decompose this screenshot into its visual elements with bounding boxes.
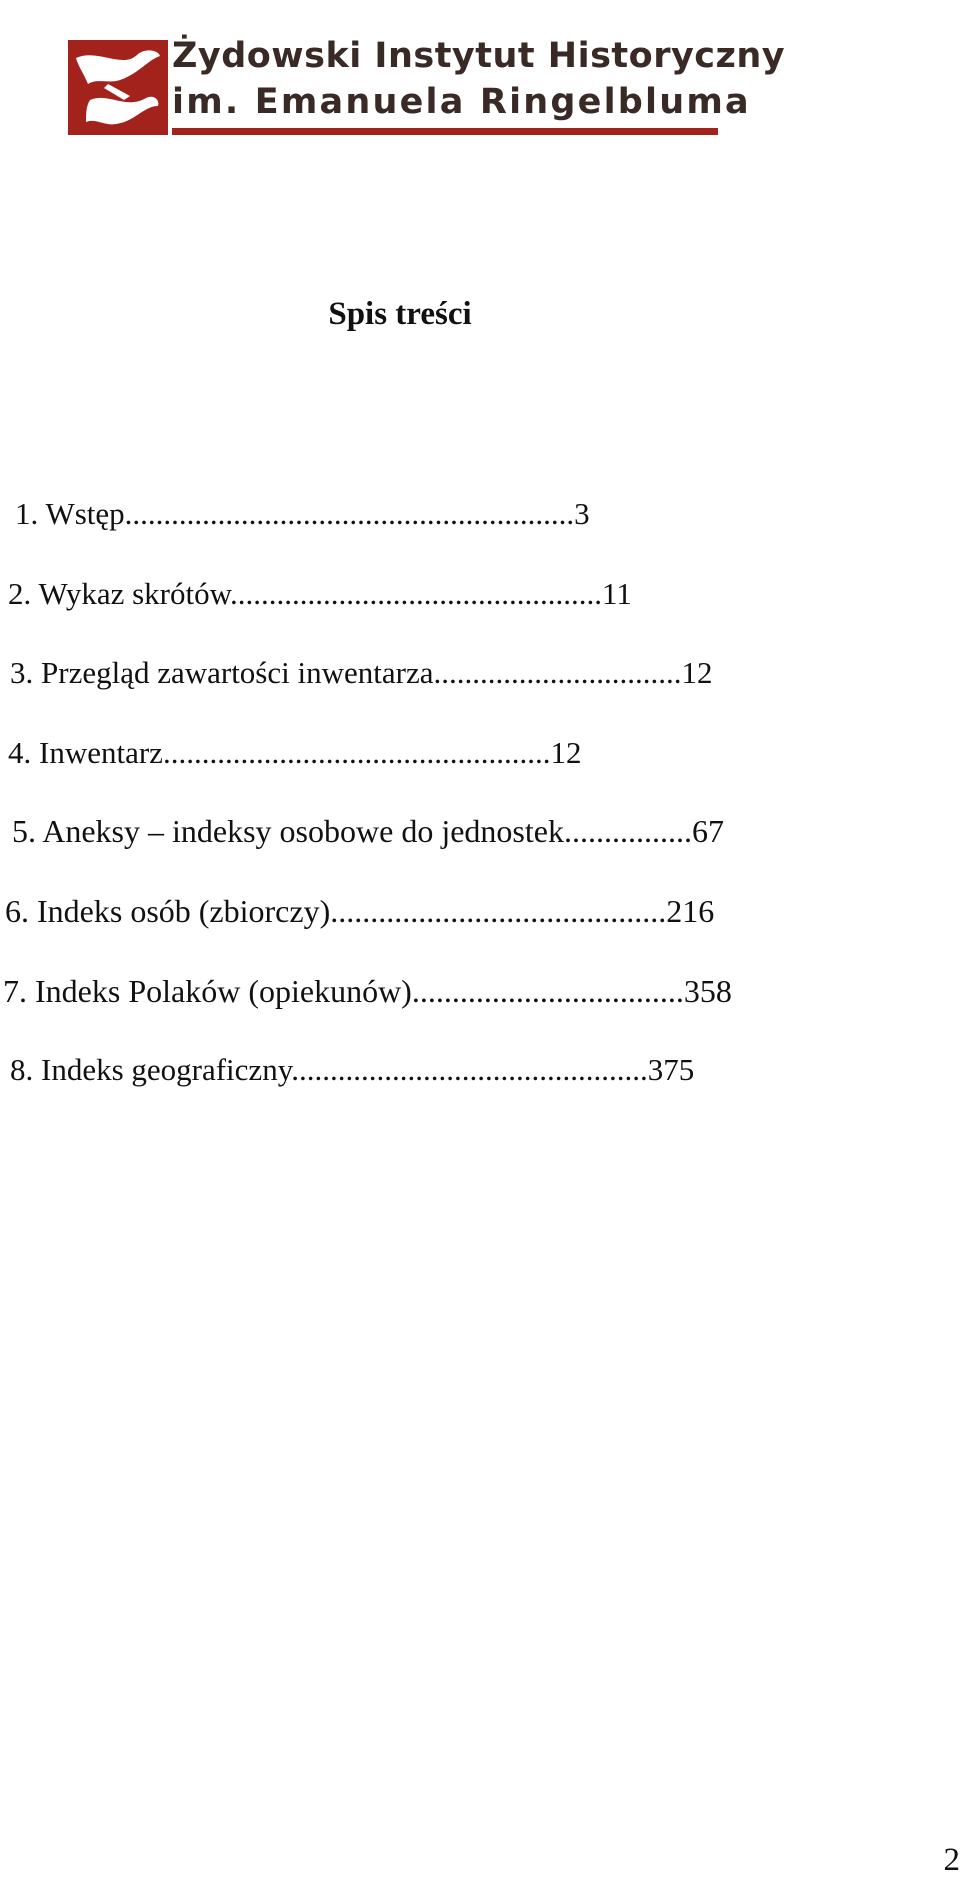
toc-entry[interactable] [8, 733, 581, 773]
toc-entry[interactable] [15, 494, 590, 534]
toc-entry[interactable] [8, 574, 632, 614]
toc-entry[interactable] [3, 971, 732, 1011]
toc-entry-label: 8. Indeks geograficzny [10, 1052, 292, 1087]
logo-underline-bar [172, 128, 718, 135]
toc-entry-leader: .............................................. [291, 1052, 648, 1087]
toc-entry-label: 2. Wykaz skrótów [8, 576, 230, 611]
toc-entry-page: 12 [550, 735, 582, 770]
institute-logo [68, 36, 786, 140]
toc-entry-label: 3. Przegląd zawartości inwentarza [10, 655, 434, 690]
toc-entry-label: 1. Wstęp [15, 496, 125, 531]
toc-entry-page: 11 [601, 576, 632, 611]
logo-line-1: Żydowski Instytut Historyczny [172, 36, 786, 76]
toc-entry[interactable] [5, 891, 714, 931]
toc-entry[interactable] [10, 653, 712, 693]
page-title: Spis treści [328, 296, 472, 332]
toc-entry-page: 358 [683, 973, 732, 1009]
toc-entry-page: 216 [666, 893, 715, 929]
toc-entry-label: 7. Indeks Polaków (opiekunów) [3, 973, 412, 1009]
zih-emblem-icon [68, 40, 168, 135]
logo-line-2: im. Emanuela Ringelbluma [172, 82, 751, 122]
toc-entry-page: 375 [647, 1052, 695, 1087]
toc-entry-page: 12 [681, 655, 713, 690]
toc-entry-leader: ................................ [433, 655, 682, 690]
toc-entry-label: 6. Indeks osób (zbiorczy) [5, 893, 331, 929]
toc-entry-leader: .......................................................... [124, 496, 575, 531]
toc-entry-label: 5. Aneksy – indeksy osobowe do jednostek [12, 813, 564, 849]
toc-entry-page: 3 [574, 496, 590, 531]
toc-entry-leader: .......................................... [330, 893, 667, 929]
toc-entry-page: 67 [691, 813, 724, 849]
toc-entry[interactable] [12, 811, 724, 851]
toc-entry[interactable] [10, 1050, 694, 1090]
toc-entry-label: 4. Inwentarz [8, 735, 163, 770]
toc-entry-leader: .................................................. [162, 735, 551, 770]
toc-entry-leader: ................................................ [229, 576, 602, 611]
toc-entry-leader: ................ [563, 813, 692, 849]
page-number: 2 [943, 1842, 960, 1878]
toc-entry-leader: .................................. [411, 973, 684, 1009]
